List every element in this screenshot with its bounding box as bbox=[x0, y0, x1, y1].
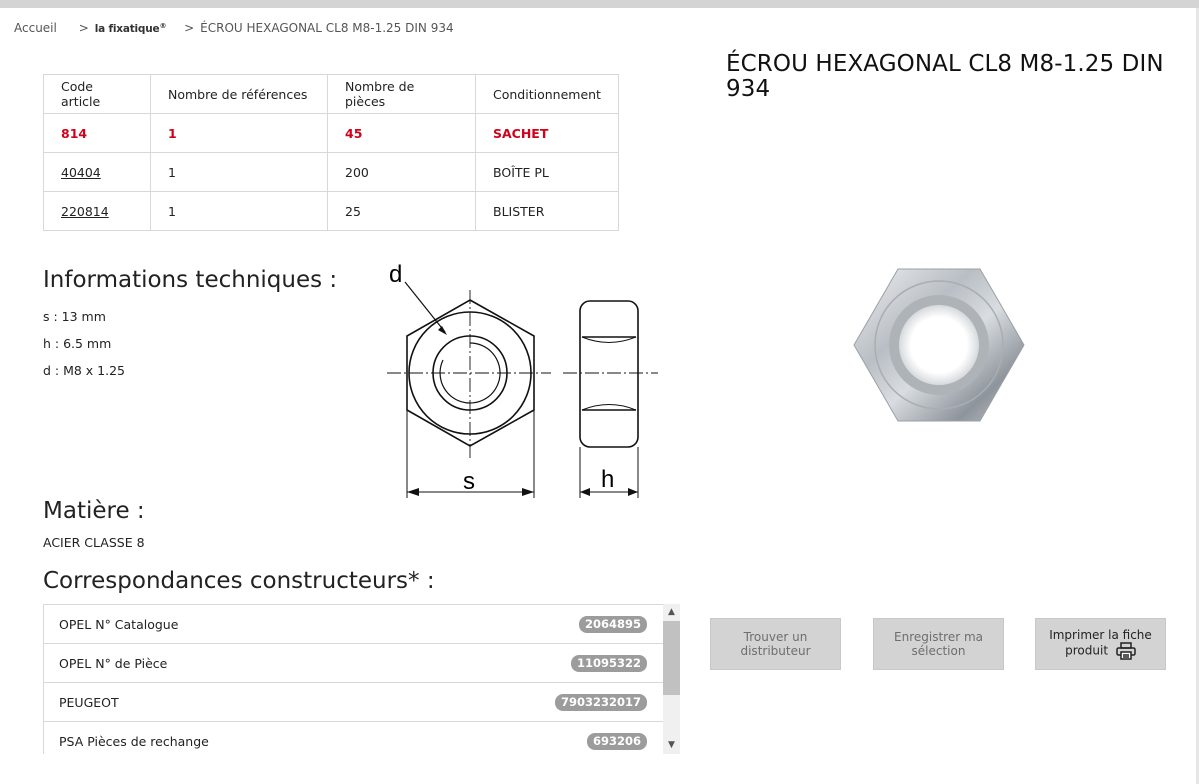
diagram-label-d: d bbox=[389, 261, 403, 288]
correspondence-label: OPEL N° de Pièce bbox=[59, 655, 168, 671]
cell-pieces: 45 bbox=[328, 114, 476, 153]
print-button-label bbox=[1044, 628, 1157, 660]
scrollbar-thumb[interactable] bbox=[663, 621, 680, 695]
table-row[interactable] bbox=[44, 153, 619, 192]
table-header-row bbox=[44, 75, 619, 114]
breadcrumb-home-link[interactable]: Accueil bbox=[14, 21, 57, 35]
code-link[interactable]: 40404 bbox=[61, 164, 101, 180]
correspondence-badge: 2064895 bbox=[579, 616, 647, 633]
table-row[interactable] bbox=[44, 114, 619, 153]
breadcrumb-brand-link[interactable] bbox=[95, 22, 167, 36]
column-header-pieces: Nombre de pièces bbox=[328, 75, 476, 114]
product-photo bbox=[850, 265, 1028, 425]
correspondence-label: PSA Pièces de rechange bbox=[59, 733, 209, 749]
top-bar bbox=[0, 0, 1199, 8]
cell-pack: BLISTER bbox=[476, 192, 619, 231]
tech-spec-s: s : 13 mm bbox=[43, 309, 106, 324]
brand-mark: ® bbox=[159, 21, 167, 30]
cell-refs: 1 bbox=[151, 153, 328, 192]
product-variants-table bbox=[43, 74, 619, 231]
diagram-label-s: s bbox=[463, 468, 475, 495]
list-item bbox=[44, 682, 664, 721]
chevron-up-icon[interactable]: ▲ bbox=[668, 607, 675, 617]
cell-code bbox=[44, 153, 151, 192]
list-item bbox=[44, 643, 664, 682]
correspondence-badge: 7903232017 bbox=[555, 694, 647, 711]
breadcrumb bbox=[14, 21, 454, 35]
cell-pieces: 200 bbox=[328, 153, 476, 192]
correspondences-title: Correspondances constructeurs* : bbox=[43, 568, 435, 594]
nut-technical-drawing bbox=[383, 260, 663, 500]
print-label-text: Imprimer la fiche produit bbox=[1049, 628, 1152, 658]
correspondences-list[interactable] bbox=[43, 604, 664, 754]
breadcrumb-separator: > bbox=[78, 21, 89, 35]
tech-spec-d: d : M8 x 1.25 bbox=[43, 363, 126, 378]
tech-spec-h: h : 6.5 mm bbox=[43, 336, 112, 351]
column-header-code: Code article bbox=[44, 75, 151, 114]
find-distributor-button[interactable]: Trouver un distributeur bbox=[710, 618, 841, 670]
cell-refs: 1 bbox=[151, 114, 328, 153]
cell-pieces: 25 bbox=[328, 192, 476, 231]
tech-info-title: Informations techniques : bbox=[43, 267, 338, 293]
cell-pack: BOÎTE PL bbox=[476, 153, 619, 192]
breadcrumb-current: ÉCROU HEXAGONAL CL8 M8-1.25 DIN 934 bbox=[200, 21, 454, 35]
breadcrumb-separator: > bbox=[184, 21, 195, 35]
chevron-down-icon[interactable]: ▼ bbox=[668, 740, 675, 750]
product-title: ÉCROU HEXAGONAL CL8 M8-1.25 DIN 934 bbox=[726, 51, 1164, 102]
print-sheet-button[interactable] bbox=[1035, 618, 1166, 670]
brand-name: la fixatique bbox=[94, 23, 160, 35]
correspondence-label: OPEL N° Catalogue bbox=[59, 616, 179, 632]
save-selection-button[interactable]: Enregistrer ma sélection bbox=[873, 618, 1004, 670]
material-title: Matière : bbox=[43, 498, 145, 524]
correspondence-badge: 693206 bbox=[587, 733, 647, 750]
diagram-label-h: h bbox=[601, 466, 615, 493]
code-link[interactable]: 220814 bbox=[61, 203, 109, 219]
cell-pack: SACHET bbox=[476, 114, 619, 153]
cell-code bbox=[44, 192, 151, 231]
material-value: ACIER CLASSE 8 bbox=[43, 535, 145, 550]
tech-info-list bbox=[43, 303, 125, 384]
table-row[interactable] bbox=[44, 192, 619, 231]
cell-refs: 1 bbox=[151, 192, 328, 231]
correspondence-label: PEUGEOT bbox=[59, 694, 119, 710]
printer-icon bbox=[1116, 642, 1136, 660]
correspondence-badge: 11095322 bbox=[571, 655, 647, 672]
cell-code: 814 bbox=[44, 114, 151, 153]
list-item bbox=[44, 721, 664, 754]
list-item bbox=[44, 604, 664, 643]
column-header-refs: Nombre de références bbox=[151, 75, 328, 114]
column-header-pack: Conditionnement bbox=[476, 75, 619, 114]
